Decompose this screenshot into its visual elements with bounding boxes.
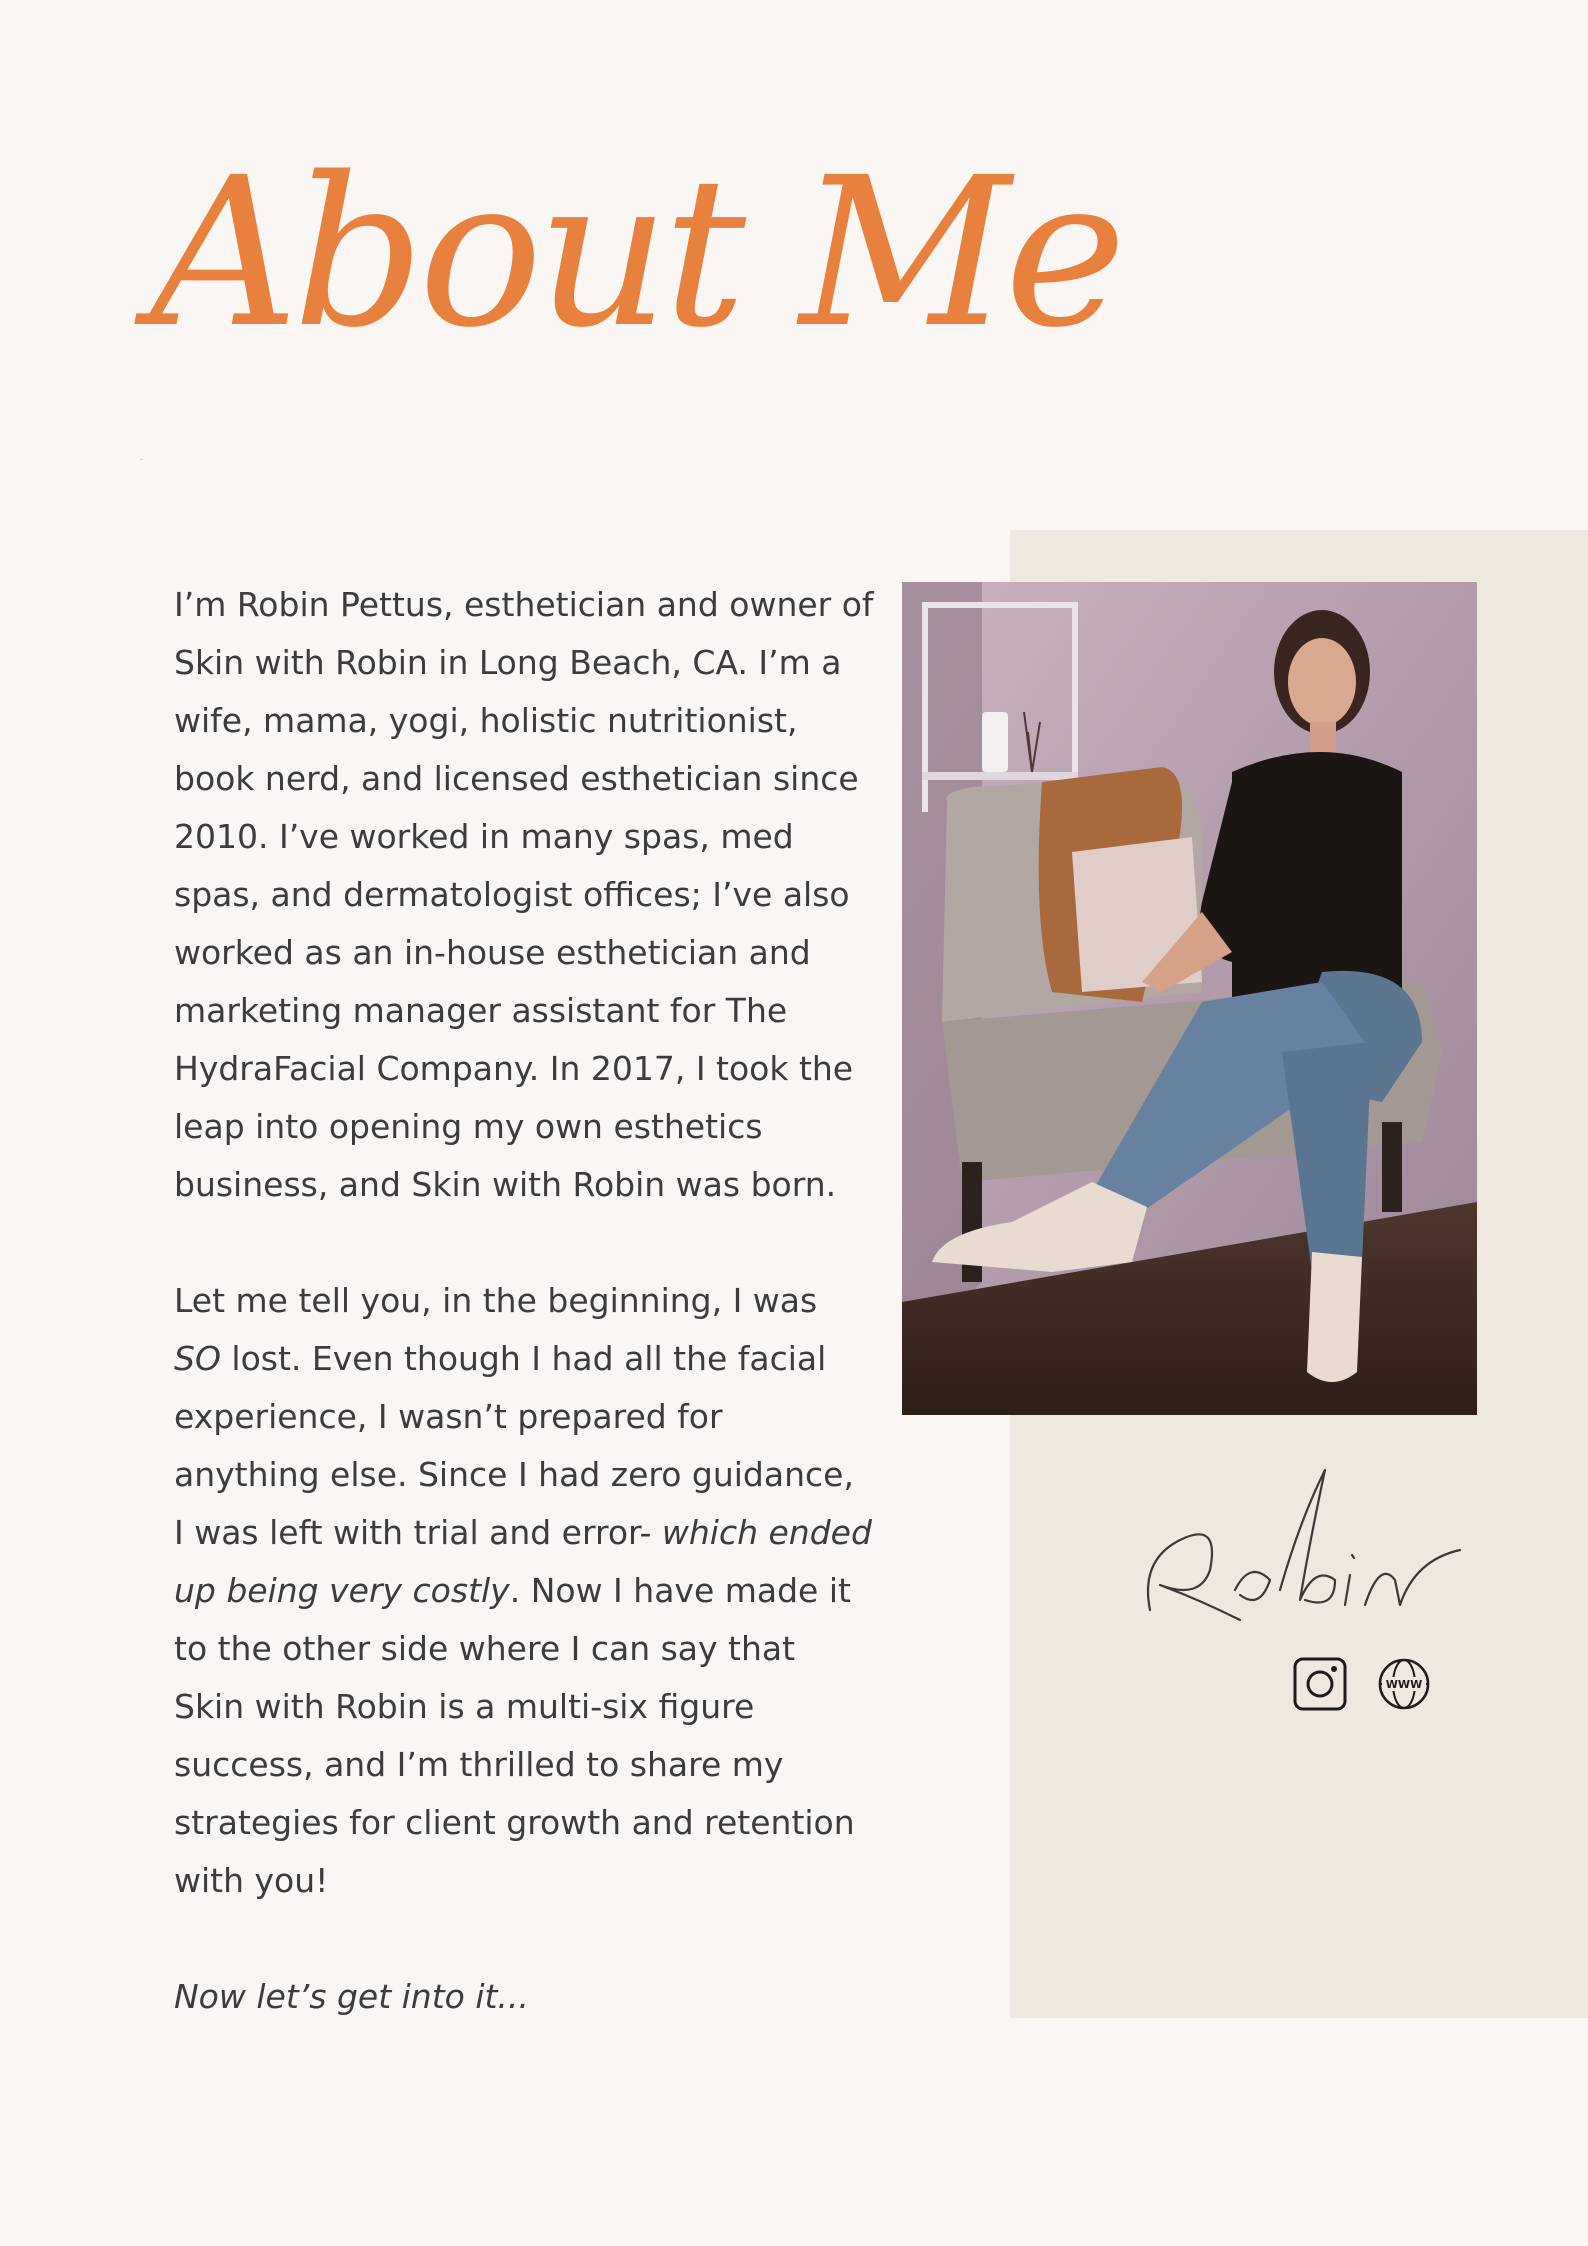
- emphasis-costly: which ended up being very costly: [174, 1513, 872, 1610]
- portrait-illustration: [902, 582, 1477, 1415]
- bio-paragraph-2-start: Let me tell you, in the beginning, I was: [174, 1281, 818, 1320]
- bio-paragraph-1: I’m Robin Pettus, esthetician and owner of Skin with Robin in Long Beach, CA. I’m a wife, mama, yogi, holistic nutritionist, book nerd, and licensed esthetician since 2010. I’ve worked in many spas, med spas, and dermatologist offices; I’ve also worked as an in-house esthetician and marketing manager assistant for The HydraFacial Company. In 2017, I took the leap into opening my own esthetics business, and Skin with Robin was born.: [174, 585, 874, 1204]
- globe-www-icon[interactable]: [1376, 1656, 1432, 1712]
- closing-line: Now let’s get into it...: [174, 1977, 529, 2016]
- bio-paragraph-2-middle: lost. Even though I had all the facial experience, I wasn’t prepared for anything else. Since I had zero guidance, I was left with trial and error-: [174, 1339, 854, 1552]
- page-title: About Me: [150, 133, 1121, 373]
- bio-text: [174, 576, 874, 2026]
- signature-label: Robin: [140, 460, 143, 461]
- instagram-icon[interactable]: [1292, 1656, 1348, 1712]
- portrait-photo: [902, 582, 1477, 1415]
- bio-paragraph-2: [174, 1272, 874, 1910]
- social-links: [1292, 1656, 1432, 1712]
- emphasis-so: SO: [174, 1339, 221, 1378]
- website-label: WWW: [1385, 1678, 1423, 1691]
- bio-paragraph-2-end: . Now I have made it to the other side where I can say that Skin with Robin is a multi-six figure success, and I’m thrilled to share my strategies for client growth and retention with you!: [174, 1571, 855, 1900]
